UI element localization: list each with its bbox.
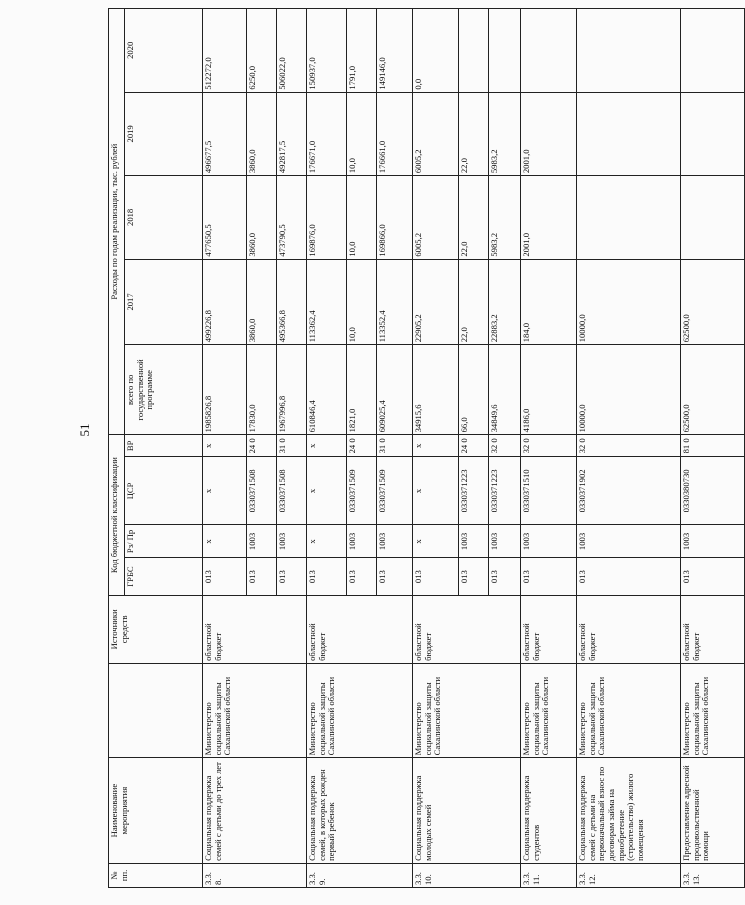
grbs-cell: 013 <box>577 558 681 595</box>
table-row <box>521 9 577 888</box>
value-2018-cell: 169866,0 <box>377 176 413 260</box>
value-2019-cell <box>681 92 745 176</box>
funding-source-cell: областной бюджет <box>413 595 521 663</box>
measure-name-cell: Социальная поддержка семей с детьми на первоначальный взнос по договорам займа на приобретение (строительство) жилого помещения <box>577 758 681 863</box>
value-2020-cell: 150937,0 <box>307 9 347 93</box>
total-cell: 66,0 <box>459 345 489 435</box>
value-2017-cell: 22905,2 <box>413 259 459 345</box>
row-number-cell: 3.3. 12. <box>577 863 681 887</box>
total-cell: 62500,0 <box>681 345 745 435</box>
grbs-cell: 013 <box>521 558 577 595</box>
value-2017-cell: 22883,2 <box>489 259 521 345</box>
total-cell: 10000,0 <box>577 345 681 435</box>
value-2020-cell <box>459 9 489 93</box>
rzpr-cell: 1003 <box>277 525 307 558</box>
value-2020-cell: 512272,0 <box>203 9 247 93</box>
executor-cell: Министерство социальной защиты Сахалинской области <box>307 663 413 757</box>
value-2020-cell: 6250,0 <box>247 9 277 93</box>
measure-name-cell: Социальная поддержка молодых семей <box>413 758 521 863</box>
executor-cell: Министерство социальной защиты Сахалинской области <box>521 663 577 757</box>
grbs-cell: 013 <box>681 558 745 595</box>
vr-cell: 31 0 <box>277 435 307 457</box>
table-body <box>203 9 745 888</box>
header-2019: 2019 <box>125 92 203 176</box>
csr-cell: x <box>203 457 247 525</box>
vr-cell: 81 0 <box>681 435 745 457</box>
total-cell: 609025,4 <box>377 345 413 435</box>
value-2017-cell: 113362,4 <box>307 259 347 345</box>
measure-name-cell: Социальная поддержка семей с детьми до трех лет <box>203 758 307 863</box>
vr-cell: 32 0 <box>521 435 577 457</box>
header-num: № пп. <box>109 863 203 887</box>
rzpr-cell: 1003 <box>377 525 413 558</box>
header-source: Источники средств <box>109 595 203 663</box>
funding-source-cell: областной бюджет <box>681 595 745 663</box>
budget-table <box>108 8 745 888</box>
vr-cell: 24 0 <box>347 435 377 457</box>
value-2017-cell: 499226,8 <box>203 259 247 345</box>
total-cell: 17830,0 <box>247 345 277 435</box>
total-cell: 610846,4 <box>307 345 347 435</box>
header-grbs: ГРБС <box>125 558 203 595</box>
value-2018-cell: 473790,5 <box>277 176 307 260</box>
value-2018-cell: 10,0 <box>347 176 377 260</box>
page-number: 51 <box>77 423 92 437</box>
total-cell: 1821,0 <box>347 345 377 435</box>
measure-name-cell: Предоставление адресной продовольственной помощи <box>681 758 745 863</box>
measure-name-cell: Социальная поддержка студентов <box>521 758 577 863</box>
csr-cell: 0330371902 <box>577 457 681 525</box>
value-2017-cell: 10,0 <box>347 259 377 345</box>
total-cell: 34915,6 <box>413 345 459 435</box>
measure-name-cell: Социальная поддержка семей, в которых рожден первый ребенок <box>307 758 413 863</box>
rzpr-cell: 1003 <box>247 525 277 558</box>
csr-cell: 0330371223 <box>459 457 489 525</box>
funding-source-cell: областной бюджет <box>203 595 307 663</box>
grbs-cell: 013 <box>307 558 347 595</box>
value-2018-cell: 169876,0 <box>307 176 347 260</box>
rzpr-cell: 1003 <box>521 525 577 558</box>
value-2018-cell: 2001,0 <box>521 176 577 260</box>
value-2018-cell: 6005,2 <box>413 176 459 260</box>
value-2018-cell: 5983,2 <box>489 176 521 260</box>
table-row <box>203 9 247 888</box>
vr-cell: 24 0 <box>247 435 277 457</box>
row-number-cell: 3.3. 9. <box>307 863 413 887</box>
csr-cell: 0330371509 <box>347 457 377 525</box>
csr-cell: x <box>307 457 347 525</box>
value-2017-cell: 3860,0 <box>247 259 277 345</box>
rzpr-cell: 1003 <box>681 525 745 558</box>
value-2017-cell: 113352,4 <box>377 259 413 345</box>
value-2019-cell: 22,0 <box>459 92 489 176</box>
header-executor <box>109 663 203 757</box>
value-2017-cell: 184,0 <box>521 259 577 345</box>
value-2020-cell: 506022,0 <box>277 9 307 93</box>
value-2019-cell: 176661,0 <box>377 92 413 176</box>
csr-cell: 0330371510 <box>521 457 577 525</box>
value-2017-cell: 10000,0 <box>577 259 681 345</box>
funding-source-cell: областной бюджет <box>577 595 681 663</box>
value-2020-cell: 149146,0 <box>377 9 413 93</box>
rzpr-cell: x <box>203 525 247 558</box>
grbs-cell: 013 <box>413 558 459 595</box>
value-2019-cell: 492817,5 <box>277 92 307 176</box>
row-number-cell: 3.3. 11. <box>521 863 577 887</box>
grbs-cell: 013 <box>489 558 521 595</box>
row-number-cell: 3.3. 10. <box>413 863 521 887</box>
value-2018-cell: 477650,5 <box>203 176 247 260</box>
value-2020-cell: 0,0 <box>413 9 459 93</box>
total-cell: 1967996,8 <box>277 345 307 435</box>
grbs-cell: 013 <box>347 558 377 595</box>
value-2020-cell <box>489 9 521 93</box>
funding-source-cell: областной бюджет <box>521 595 577 663</box>
grbs-cell: 013 <box>277 558 307 595</box>
header-csr: ЦСР <box>125 457 203 525</box>
csr-cell: 0330371508 <box>277 457 307 525</box>
csr-cell: 0330371223 <box>489 457 521 525</box>
header-total: всего по государственной программе <box>125 345 203 435</box>
executor-cell: Министерство социальной защиты Сахалинской области <box>203 663 307 757</box>
value-2020-cell <box>521 9 577 93</box>
value-2019-cell: 3860,0 <box>247 92 277 176</box>
value-2018-cell: 3860,0 <box>247 176 277 260</box>
value-2019-cell: 10,0 <box>347 92 377 176</box>
header-vr: ВР <box>125 435 203 457</box>
vr-cell: 24 0 <box>459 435 489 457</box>
vr-cell: 32 0 <box>577 435 681 457</box>
rzpr-cell: 1003 <box>347 525 377 558</box>
grbs-cell: 013 <box>459 558 489 595</box>
value-2018-cell <box>681 176 745 260</box>
table-row <box>413 9 459 888</box>
vr-cell: x <box>203 435 247 457</box>
value-2020-cell: 1791,0 <box>347 9 377 93</box>
value-2019-cell: 6005,2 <box>413 92 459 176</box>
rzpr-cell: 1003 <box>577 525 681 558</box>
table-header <box>109 9 203 888</box>
total-cell: 4186,0 <box>521 345 577 435</box>
total-cell: 34849,6 <box>489 345 521 435</box>
table-row <box>681 9 745 888</box>
vr-cell: 32 0 <box>489 435 521 457</box>
csr-cell: 0330380730 <box>681 457 745 525</box>
csr-cell: 0330371509 <box>377 457 413 525</box>
value-2019-cell: 5983,2 <box>489 92 521 176</box>
executor-cell: Министерство социальной защиты Сахалинской области <box>413 663 521 757</box>
rzpr-cell: x <box>413 525 459 558</box>
row-number-cell: 3.3. 13. <box>681 863 745 887</box>
value-2018-cell: 22,0 <box>459 176 489 260</box>
vr-cell: x <box>413 435 459 457</box>
header-kbk-group: Код бюджетной классификации <box>109 435 125 595</box>
row-number-cell: 3.3. 8. <box>203 863 307 887</box>
value-2017-cell: 22,0 <box>459 259 489 345</box>
funding-source-cell: областной бюджет <box>307 595 413 663</box>
header-expenses-group: Расходы по годам реализации, тыс. рублей <box>109 9 125 435</box>
total-cell: 1985826,8 <box>203 345 247 435</box>
grbs-cell: 013 <box>203 558 247 595</box>
value-2020-cell <box>681 9 745 93</box>
value-2019-cell: 176671,0 <box>307 92 347 176</box>
value-2020-cell <box>577 9 681 93</box>
vr-cell: x <box>307 435 347 457</box>
value-2019-cell: 2001,0 <box>521 92 577 176</box>
value-2017-cell: 495366,8 <box>277 259 307 345</box>
value-2019-cell: 496677,5 <box>203 92 247 176</box>
value-2019-cell <box>577 92 681 176</box>
rzpr-cell: x <box>307 525 347 558</box>
table-row <box>307 9 347 888</box>
header-rzpr: Рз/ Пр <box>125 525 203 558</box>
header-2018: 2018 <box>125 176 203 260</box>
grbs-cell: 013 <box>247 558 277 595</box>
executor-cell: Министерство социальной защиты Сахалинской области <box>577 663 681 757</box>
vr-cell: 31 0 <box>377 435 413 457</box>
csr-cell: 0330371508 <box>247 457 277 525</box>
header-name: Наименование мероприятия <box>109 758 203 863</box>
table-row <box>577 9 681 888</box>
rzpr-cell: 1003 <box>459 525 489 558</box>
value-2017-cell: 62500,0 <box>681 259 745 345</box>
rzpr-cell: 1003 <box>489 525 521 558</box>
executor-cell: Министерство социальной защиты Сахалинской области <box>681 663 745 757</box>
grbs-cell: 013 <box>377 558 413 595</box>
csr-cell: x <box>413 457 459 525</box>
value-2018-cell <box>577 176 681 260</box>
header-2017: 2017 <box>125 259 203 345</box>
rotated-table-wrapper <box>108 8 711 888</box>
header-2020: 2020 <box>125 9 203 93</box>
